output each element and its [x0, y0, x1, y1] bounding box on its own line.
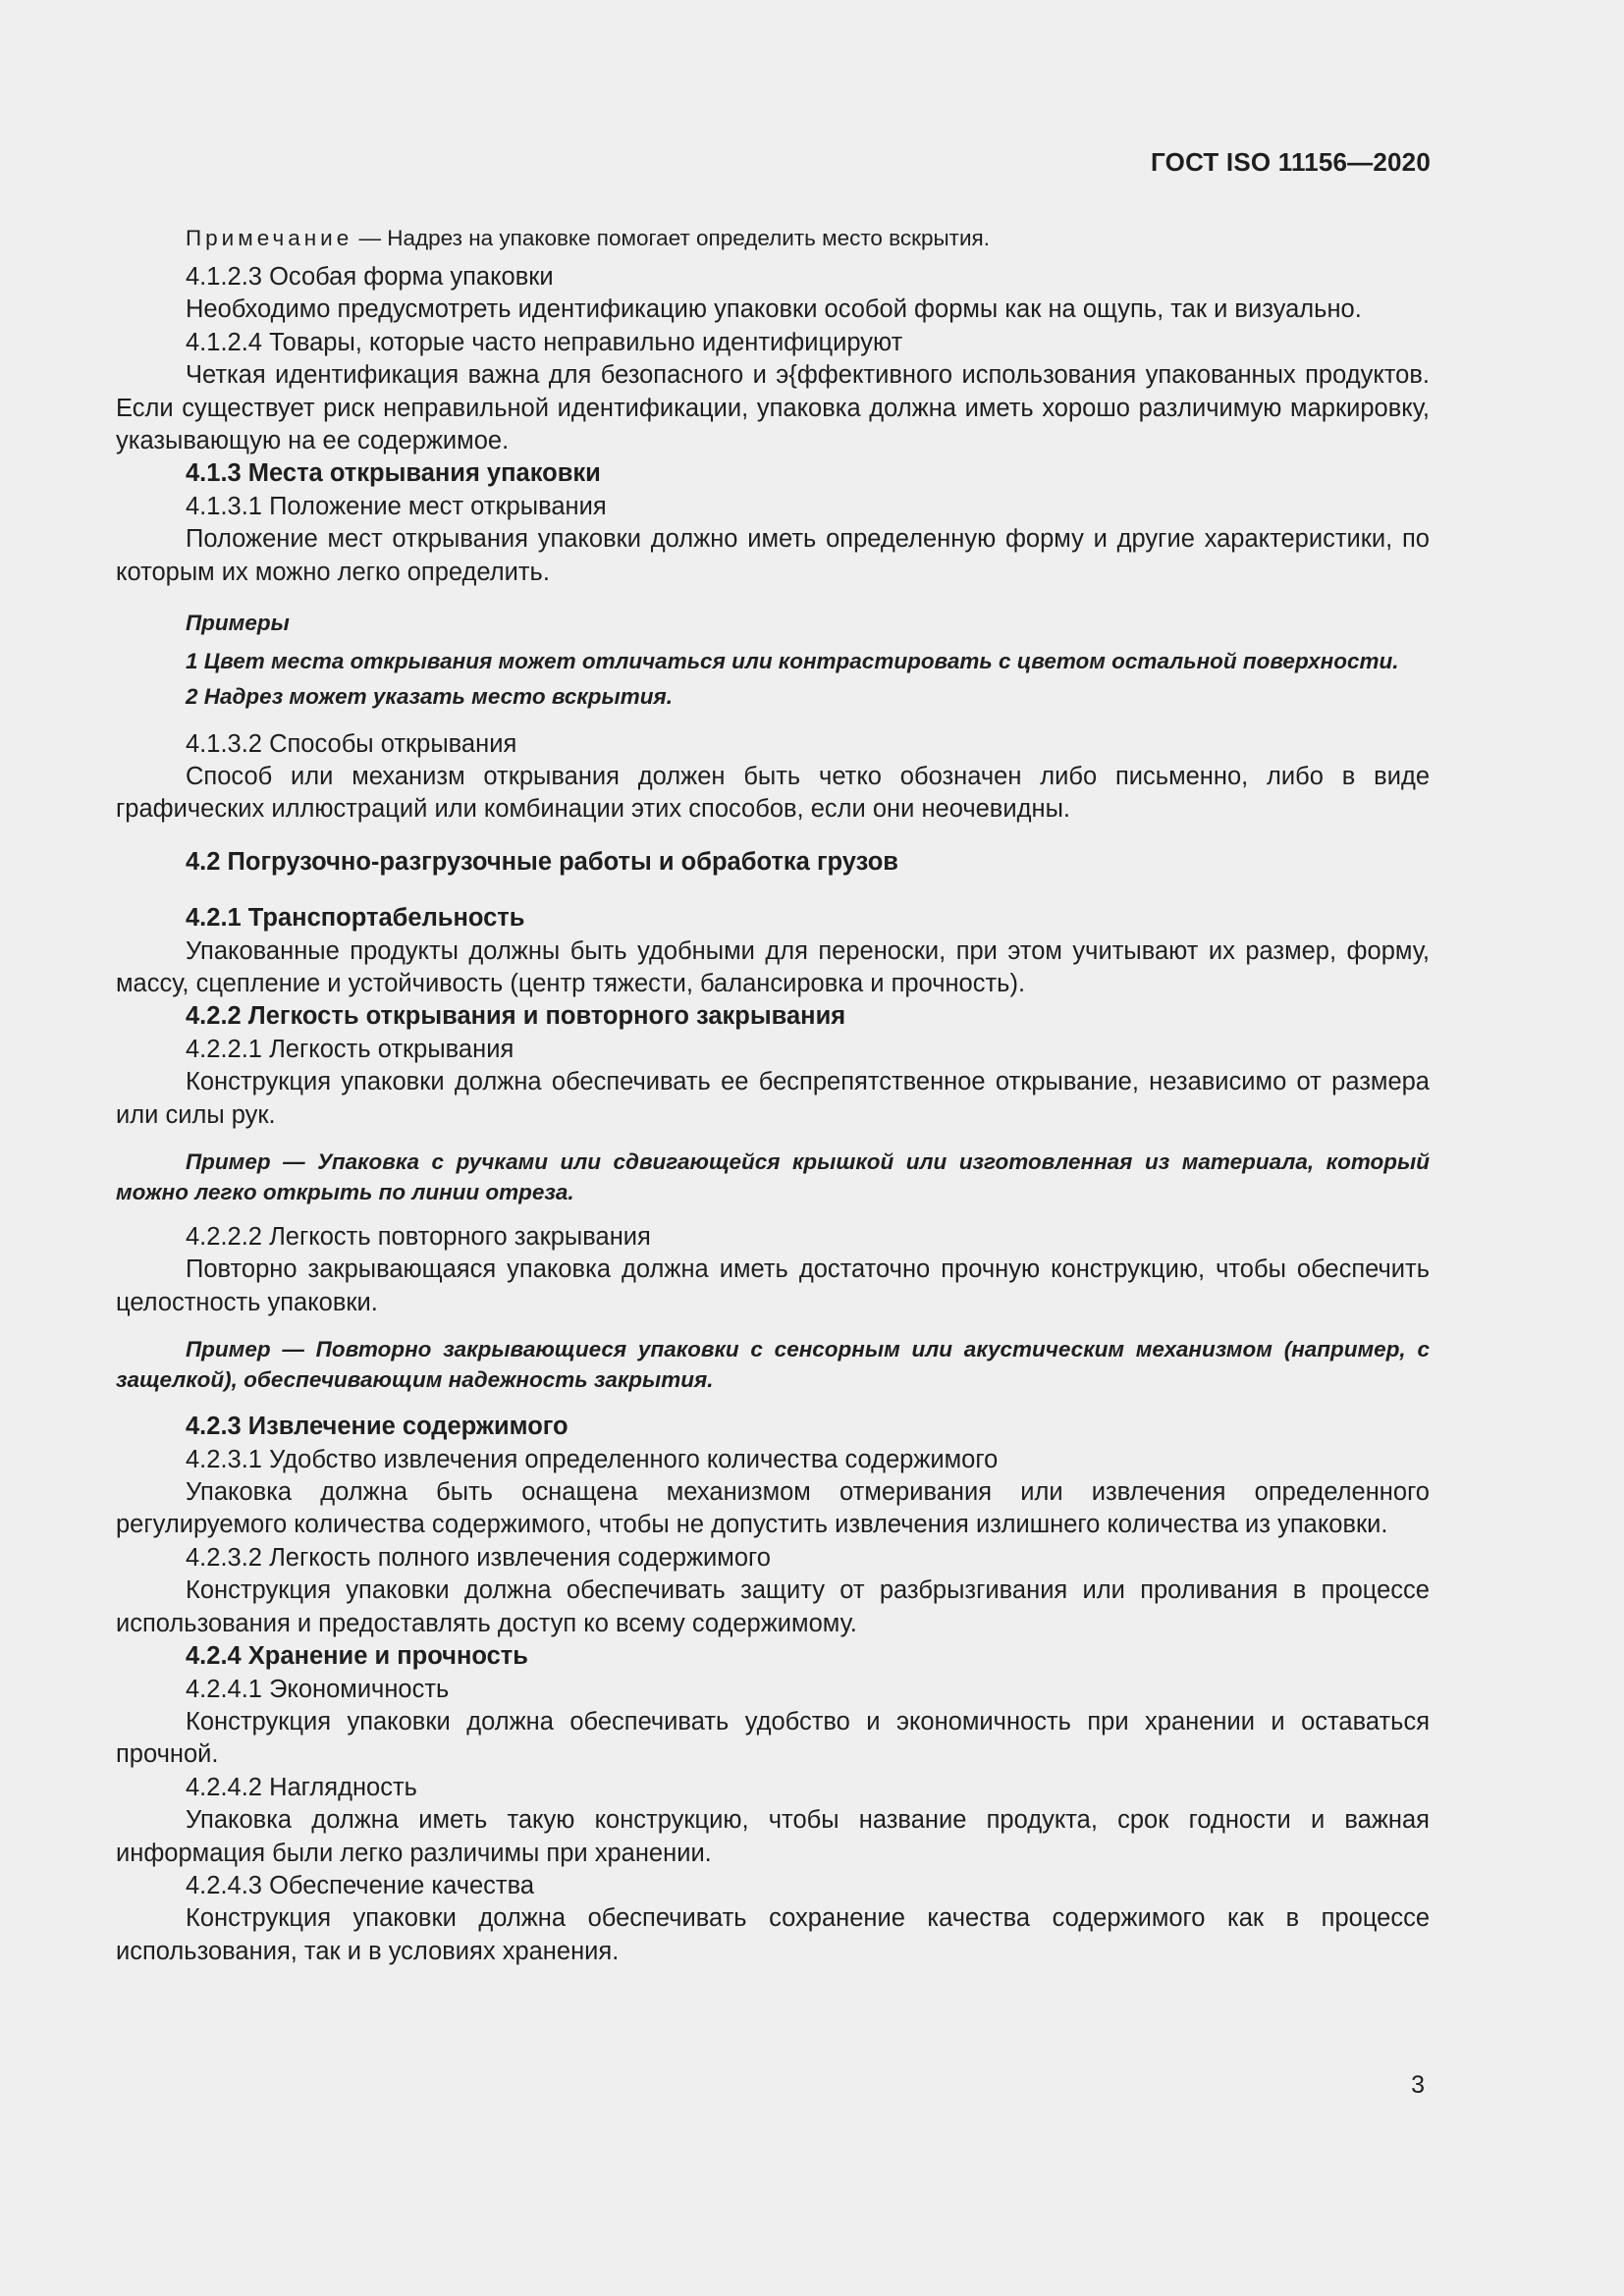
section-4-1-3-1-title: 4.1.3.1 Положение мест открывания: [186, 492, 607, 520]
section-4-2-4-1-text: Конструкция упаковки должна обеспечивать удобство и экономичность при хранении и оставаться прочной.: [116, 1707, 1430, 1769]
section-4-2-4-2-title: 4.2.4.2 Наглядность: [186, 1773, 417, 1801]
section-4-2-heading: 4.2 Погрузочно-разгрузочные работы и обработка грузов: [186, 847, 898, 876]
section-4-2-2-1-title: 4.2.2.1 Легкость открывания: [186, 1035, 514, 1063]
section-4-2-2-2-text: Повторно закрывающаяся упаковка должна иметь достаточно прочную конструкцию, чтобы обеспечить целостность упаковки.: [116, 1255, 1430, 1316]
section-4-2-1-heading: 4.2.1 Транспортабельность: [186, 904, 525, 933]
standard-designation: ГОСТ ISO 11156—2020: [1151, 147, 1431, 177]
section-4-2-4-2-text: Упаковка должна иметь такую конструкцию, чтобы название продукта, срок годности и важная информация были легко различимы при хранении.: [116, 1806, 1430, 1867]
document-body: [116, 224, 1430, 1968]
section-4-1-2-3-text: Необходимо предусмотреть идентификацию упаковки особой формы как на ощупь, так и визуально.: [186, 295, 1362, 324]
section-4-2-2-1-text: Конструкция упаковки должна обеспечивать ее беспрепятственное открывание, независимо от размера или силы рук.: [116, 1068, 1430, 1129]
section-4-2-4-heading: 4.2.4 Хранение и прочность: [186, 1642, 528, 1671]
example-4-2-2-2: Пример — Повторно закрывающиеся упаковки с сенсорным или акустическим механизмом (например, с защелкой), обеспечивающим надежность закрытия.: [116, 1337, 1430, 1392]
section-4-2-3-2-text: Конструкция упаковки должна обеспечивать защиту от разбрызгивания или проливания в процессе использования и предоставлять доступ ко всему содержимому.: [116, 1576, 1430, 1637]
section-4-1-2-3-title: 4.1.2.3 Особая форма упаковки: [186, 263, 554, 291]
section-4-1-2-4-title: 4.1.2.4 Товары, которые часто неправильно идентифицируют: [186, 328, 903, 356]
section-4-2-2-heading: 4.2.2 Легкость открывания и повторного закрывания: [186, 1002, 846, 1031]
section-4-1-3-2-text: Способ или механизм открывания должен быть четко обозначен либо письменно, либо в виде графических иллюстраций или комбинации этих способов, если они неочевидны.: [116, 762, 1430, 824]
section-4-1-3-2-title: 4.1.3.2 Способы открывания: [186, 729, 517, 758]
section-4-2-3-1-text: Упаковка должна быть оснащена механизмом отмеривания или извлечения определенного регулируемого количества содержимого, чтобы не допустить извлечения излишнего количества из упаковки.: [116, 1478, 1430, 1539]
section-4-1-3-1-text: Положение мест открывания упаковки должно иметь определенную форму и другие характеристики, по которым их можно легко определить.: [116, 525, 1430, 586]
section-4-2-3-heading: 4.2.3 Извлечение содержимого: [186, 1413, 568, 1441]
section-4-1-3-heading: 4.1.3 Места открывания упаковки: [186, 459, 601, 488]
note-text: — Надрез на упаковке помогает определить место вскрытия.: [352, 226, 990, 250]
section-4-2-1-text: Упакованные продукты должны быть удобными для переноски, при этом учитывают их размер, форму, массу, сцепление и устойчивость (центр тяжести, балансировка и прочность).: [116, 936, 1430, 997]
example-item-2: 2 Надрез может указать место вскрытия.: [186, 684, 673, 710]
section-4-2-4-3-title: 4.2.4.3 Обеспечение качества: [186, 1871, 535, 1899]
note-label: Примечание: [186, 226, 353, 250]
section-4-2-3-2-title: 4.2.3.2 Легкость полного извлечения содержимого: [186, 1543, 771, 1572]
section-4-2-4-1-title: 4.2.4.1 Экономичность: [186, 1675, 450, 1703]
section-4-2-2-2-title: 4.2.2.2 Легкость повторного закрывания: [186, 1223, 651, 1252]
section-4-2-3-1-title: 4.2.3.1 Удобство извлечения определенного количества содержимого: [186, 1445, 999, 1473]
example-4-2-2-1: Пример — Упаковка с ручками или сдвигающейся крышкой или изготовленная из материала, который можно легко открыть по линии отреза.: [116, 1149, 1430, 1204]
section-4-2-4-3-text: Конструкция упаковки должна обеспечивать сохранение качества содержимого как в процессе использования, так и в условиях хранения.: [116, 1904, 1430, 1965]
note: [116, 224, 1430, 253]
page-number: 3: [1411, 2071, 1425, 2099]
section-4-1-2-4-text: Четкая идентификация важна для безопасного и э{ффективного использования упакованных продуктов. Если существует риск неправильной идентификации, упаковка должна иметь хорошо различимую маркировку, указывающую на ее содержимое.: [116, 361, 1430, 455]
examples-title: Примеры: [186, 611, 290, 636]
example-item-1: 1 Цвет места открывания может отличаться или контрастировать с цветом остальной поверхности.: [186, 648, 1399, 673]
